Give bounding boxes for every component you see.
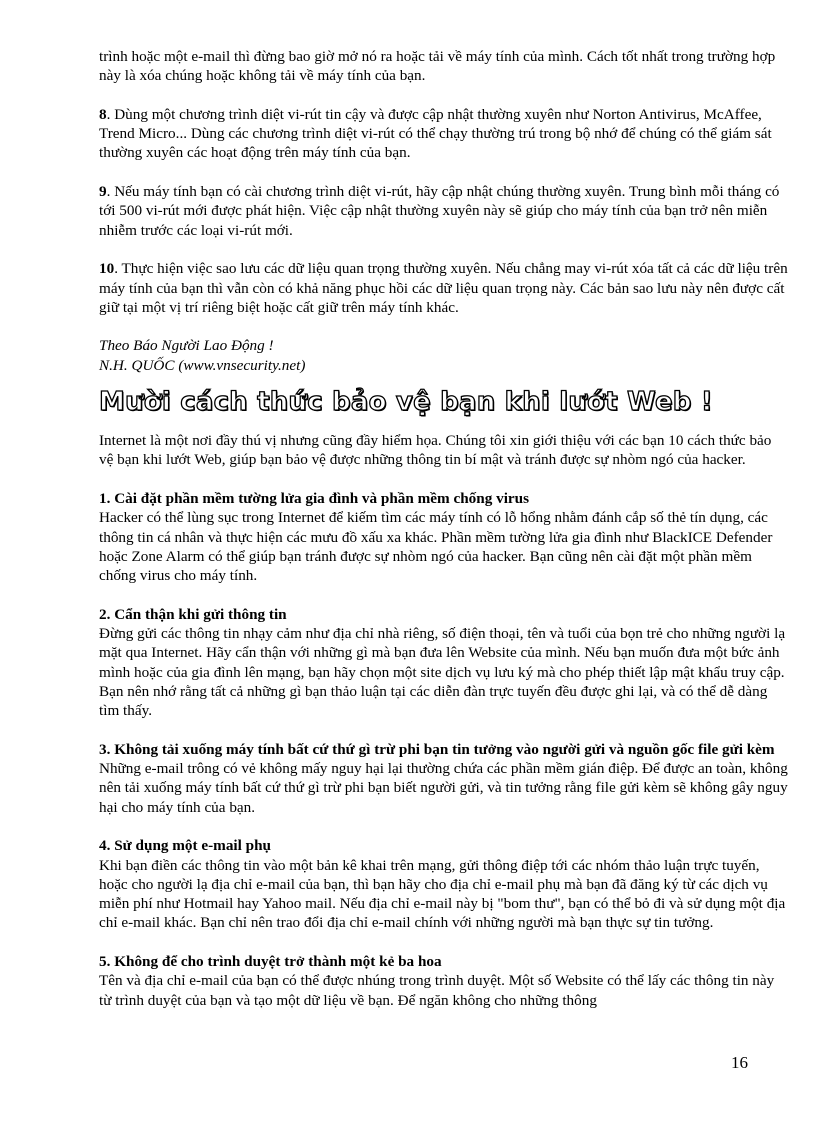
source-line-2: N.H. QUỐC (www.vnsecurity.net) (99, 356, 306, 374)
section-heading-3: 3. Không tải xuống máy tính bất cứ thứ gì trừ phi bạn tin tưởng vào người gửi và nguồn gốc file gửi kèm (99, 740, 775, 758)
section-heading-4: 4. Sử dụng một e-mail phụ (99, 837, 271, 855)
section-body-5: Tên và địa chỉ e-mail của bạn có thể được nhúng trong trình duyệt. Một số Website có thể lấy các thông tin này từ trình duyệt của bạn và tạo một dữ liệu về bạn. Để ngăn không cho những thông (99, 972, 775, 1009)
source-line-1: Theo Báo Người Lao Động ! (99, 337, 274, 355)
item-number: 10 (99, 260, 115, 278)
section-heading-1: 1. Cài đặt phần mềm tường lửa gia đình và phần mềm chống virus (99, 489, 530, 507)
item-number: 9 (99, 183, 107, 201)
list-item-10 (99, 259, 789, 317)
item-text: . Thực hiện việc sao lưu các dữ liệu quan trọng thường xuyên. Nếu chẳng may vi-rút xóa tất cả các dữ liệu trên máy tính của bạn thì vẫn còn có khả năng phục hồi các dữ liệu quan trọng này. Các bản sao lưu này nên được cất giữ tại một vị trí riêng biệt hoặc cất giữ trên máy tính khác. (99, 260, 788, 316)
item-text: . Nếu máy tính bạn có cài chương trình diệt vi-rút, hãy cập nhật chúng thường xuyên. Trung bình mỗi tháng có tới 500 vi-rút mới được phát hiện. Việc cập nhật thường xuyên này sẽ giúp cho máy tính của bạn trở nên miễn nhiễm trước các loại vi-rút mới. (99, 183, 780, 239)
section-body-4: Khi bạn điền các thông tin vào một bản kê khai trên mạng, gửi thông điệp tới các nhóm thảo luận trực tuyến, hoặc cho người lạ địa chỉ e-mail của bạn, thì bạn hãy cho địa chỉ e-mail phụ mà bạn đã đăng ký từ các dịch vụ miễn phí như Hotmail hay Yahoo mail. Nếu địa chỉ e-mail này bị "bom thư", bạn có thể bỏ đi và sử dụng một địa chỉ e-mail khác. Bạn chỉ nên trao đổi địa chỉ e-mail chính với những người mà bạn thực sự tin tưởng. (99, 856, 786, 932)
continuation-paragraph: trình hoặc một e-mail thì đừng bao giờ mở nó ra hoặc tải về máy tính của mình. Cách tốt nhất trong trường hợp này là xóa chúng hoặc không tải về máy tính của bạn. (99, 48, 776, 85)
document-page (99, 47, 789, 1010)
item-text: . Dùng một chương trình diệt vi-rút tin cậy và được cập nhật thường xuyên như Norton Antivirus, McAffee, Trend Micro... Dùng các chương trình diệt vi-rút có thể chạy thường trú trong bộ nhớ để chúng có thể giám sát thường xuyên các hoạt động trên máy tính của bạn. (99, 105, 772, 162)
list-item-8 (99, 105, 789, 163)
section-heading-5: 5. Không để cho trình duyệt trở thành một kẻ ba hoa (99, 953, 442, 971)
section-body-3: Những e-mail trông có vẻ không mấy nguy hại lại thường chứa các phần mềm gián điệp. Để được an toàn, không nên tải xuống máy tính bất cứ thứ gì trừ phi bạn biết người gửi, và tin tưởng rằng file gửi kèm sẽ không gây nguy hại cho máy tính của bạn. (99, 760, 788, 816)
section-body-1: Hacker có thể lùng sục trong Internet để kiếm tìm các máy tính có lỗ hổng nhằm đánh cắp số thẻ tín dụng, các thông tin cá nhân và thực hiện các mưu đồ xấu xa khác. Phần mềm tường lửa gia đình như BlackICE Defender hoặc Zone Alarm có thể giúp bạn tránh được sự nhòm ngó của hacker. Bạn cũng nên cài đặt một phần mềm chống virus cho máy tính. (99, 509, 773, 585)
article-title: Mười cách thức bảo vệ bạn khi lướt Web ! (99, 387, 713, 418)
page-number: 16 (731, 1053, 748, 1072)
article-intro: Internet là một nơi đầy thú vị nhưng cũng đầy hiểm họa. Chúng tôi xin giới thiệu với các bạn 10 cách thức bảo vệ bạn khi lướt Web, giúp bạn bảo vệ được những thông tin bí mật và tránh được sự nhòm ngó của hacker. (99, 432, 772, 469)
section-body-2: Đừng gửi các thông tin nhạy cảm như địa chỉ nhà riêng, số điện thoại, tên và tuổi của bọn trẻ cho những người lạ mặt qua Internet. Hãy cẩn thận với những gì mà bạn đưa lên Website của mình. Nếu bạn muốn đưa một bức ảnh mình hoặc của gia đình lên mạng, bạn hãy chọn một site dịch vụ lưu ký mà cho phép thiết lập mật khẩu truy cập. Bạn nên nhớ rằng tất cả những gì bạn thảo luận tại các diễn đàn trực tuyến đều được ghi lại, và có thể dễ dàng tìm thấy. (99, 625, 786, 720)
item-number: 8 (99, 105, 107, 123)
list-item-9 (99, 182, 789, 240)
section-heading-2: 2. Cẩn thận khi gửi thông tin (99, 605, 287, 623)
